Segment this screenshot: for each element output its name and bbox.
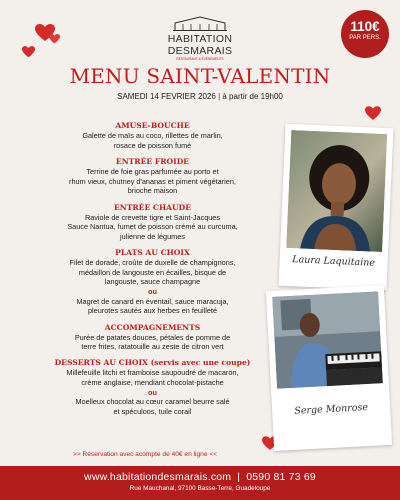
footer-address: Rue Mauchanal, 97100 Basse-Terre, Guadeloupe (129, 485, 271, 492)
section-entree-froide (20, 157, 285, 196)
menu-line: Millefeuille litchi et framboise saupoudré de macaron, (66, 368, 239, 378)
price-value: 110€ (350, 19, 380, 34)
section-title: DESSERTS AU CHOIX (servis avec une coupe) (54, 358, 251, 368)
section-entree-chaude (20, 203, 285, 242)
menu-line: Purée de patates douces, pétales de pomme de (74, 332, 231, 342)
section-desserts (20, 358, 285, 416)
section-accompagnements (20, 323, 285, 352)
price-unit: PAR PERS. (349, 35, 381, 41)
section-title: ENTRÉE CHAUDE (113, 202, 192, 212)
menu-line: rhum vieux, chutney d'ananas et piment végétarien, (69, 176, 236, 186)
brand-logo (140, 16, 260, 62)
heart-icon (49, 34, 60, 44)
chef-portrait-image (286, 130, 387, 252)
menu-line: rosace de poisson fumé (113, 140, 192, 150)
footer-separator: | (237, 471, 241, 483)
menu-line: brioche maison (127, 186, 178, 196)
section-plats (20, 248, 285, 316)
menu-line: médaillon de langouste en écailles, bisque de (78, 267, 227, 277)
menu-line: crème anglaise, mendiant chocolat-pistache (81, 378, 224, 388)
event-date-line (0, 92, 400, 102)
menu-line: terre frites, ratatouille au zeste de citron vert (81, 342, 224, 352)
menu-line: langouste, sauce champagne (104, 277, 201, 287)
chef-name-caption: Laura Laquitaine (292, 254, 376, 269)
chef-photo-card (279, 124, 394, 291)
footer-bar (0, 466, 400, 500)
brand-name: HABITATION DESMARAIS (167, 33, 233, 57)
menu-list (20, 121, 285, 423)
event-time: à partir de 19h00 (222, 92, 283, 101)
musician-piano-image (272, 291, 383, 388)
musician-name-caption: Serge Monrose (294, 402, 369, 417)
date-separator: | (218, 92, 221, 101)
page-title: MENU SAINT-VALENTIN (69, 64, 331, 88)
menu-line: et spéculoos, tuile corail (113, 406, 192, 416)
section-title: AMUSE-BOUCHE (115, 121, 190, 130)
menu-line: Raviole de crevette tigre et Saint-Jacques (84, 212, 221, 222)
menu-line: Galette de maïs au coco, rillettes de marlin, (82, 131, 223, 140)
menu-line: pleurotes sautés aux herbes en feuilleté (88, 306, 217, 316)
phone-number[interactable]: 0590 81 73 69 (246, 471, 316, 483)
event-date: SAMEDI 14 FEVRIER 2026 (117, 92, 216, 101)
heart-icon (365, 106, 381, 121)
house-logo-icon (171, 16, 229, 32)
section-title: ENTRÉE FROIDE (115, 156, 190, 166)
reservation-link[interactable]: >> Réservation avec acompte de 40€ en ligne << (72, 451, 218, 458)
menu-line: Moelleux chocolat au cœur caramel beurre salé (75, 397, 230, 407)
website-link[interactable]: www.habitationdesmarais.com (84, 471, 232, 483)
musician-photo-card (266, 285, 392, 451)
menu-line: Terrine de foie gras parfumée au porto et (86, 166, 219, 176)
menu-line: Sauce Nantua, fumet de poisson crémé au curcuma, (67, 222, 238, 232)
menu-line: julienne de légumes (120, 231, 185, 241)
section-amuse-bouche (20, 121, 285, 150)
brand-subtitle: RESTAURANT & ÉVÉNEMENTS (176, 57, 224, 61)
or-separator: ou (148, 387, 157, 397)
price-badge (341, 10, 389, 58)
section-title: ACCOMPAGNEMENTS (104, 322, 201, 332)
footer-contact-line (0, 471, 400, 484)
heart-icon (22, 46, 35, 58)
section-title: PLATS AU CHOIX (115, 248, 190, 258)
menu-line: Filet de dorade, croûte de duxelle de champignons, (69, 258, 236, 268)
menu-line: Magret de canard en éventail, sauce maracuja, (76, 296, 229, 306)
or-separator: ou (148, 286, 157, 296)
